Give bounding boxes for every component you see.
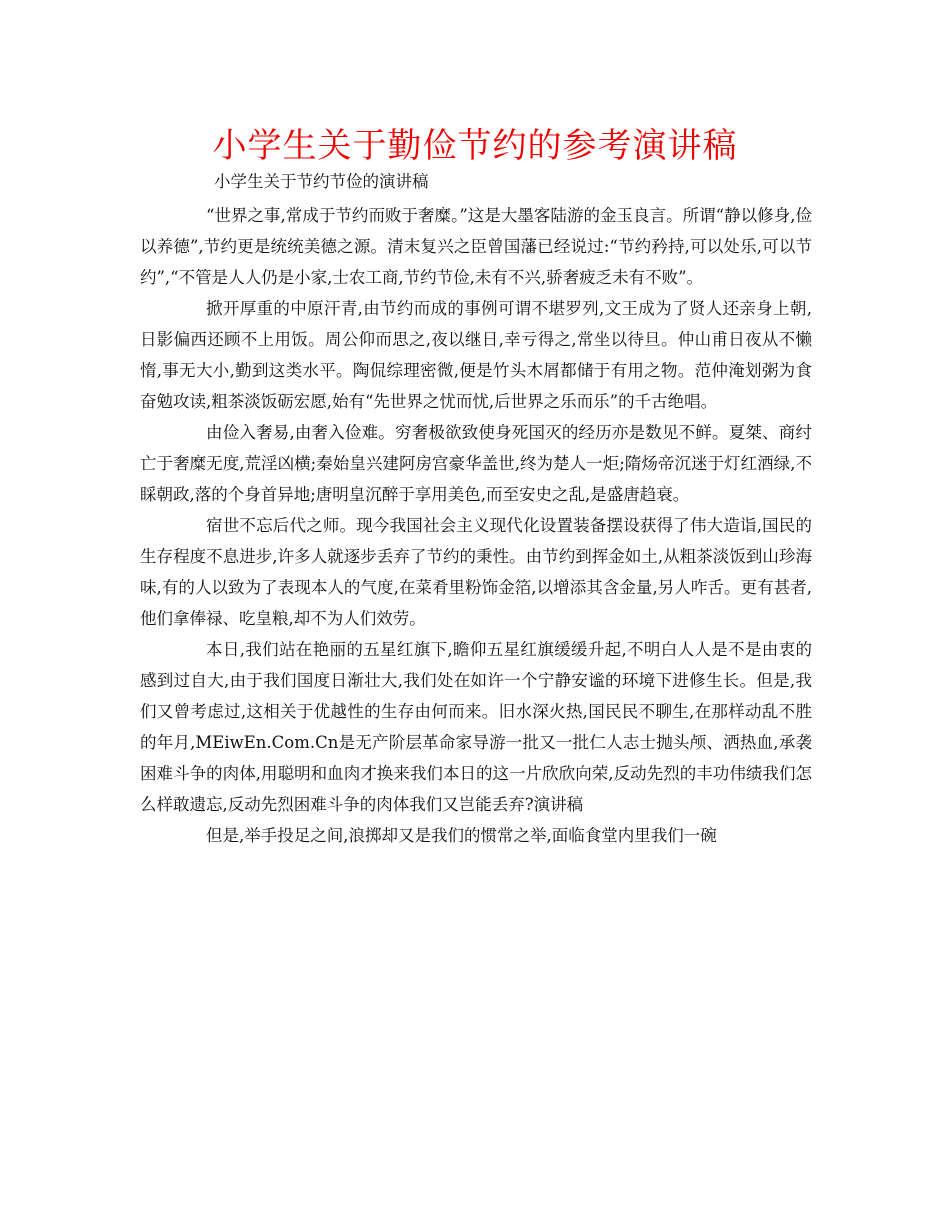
paragraph-3: 由俭入奢易,由奢入俭难。穷奢极欲致使身死国灭的经历亦是数见不鲜。夏桀、商纣亡于奢糜无度,荒淫凶横;秦始皇兴建阿房宫豪华盖世,终为楚人一炬;隋炀帝沉迷于灯红酒绿,不睬朝政,落的个身首异地;唐明皇沉醉于享用美色,而至安史之乱,是盛唐趋衰。 [140,423,812,504]
document-body [140,200,812,851]
paragraph-2: 掀开厚重的中原汗青,由节约而成的事例可谓不堪罗列,文王成为了贤人还亲身上朝,日影偏西还顾不上用饭。周公仰而思之,夜以继日,幸亏得之,常坐以待旦。仲山甫日夜从不懒惰,事无大小,勤到这类水平。陶侃综理密微,便是竹头木屑都储于有用之物。范仲淹划粥为食奋勉攻读,粗茶淡饭砺宏愿,始有“先世界之忧而忧,后世界之乐而乐”的千古绝唱。 [140,299,812,411]
document-subtitle: 小学生关于节约节俭的演讲稿 [214,172,429,191]
paragraph-6: 但是,举手投足之间,浪掷却又是我们的惯常之举,面临食堂内里我们一碗 [206,826,717,845]
paragraph-4: 宿世不忘后代之师。现今我国社会主义现代化设置装备摆设获得了伟大造诣,国民的生存程度不息进步,许多人就逐步丢弃了节约的秉性。由节约到挥金如土,从粗茶淡饭到山珍海味,有的人以致为了表现本人的气度,在菜肴里粉饰金箔,以增添其含金量,另人咋舌。更有甚者,他们拿俸禄、吃皇粮,却不为人们效劳。 [140,516,812,628]
paragraph-5: 本日,我们站在艳丽的五星红旗下,瞻仰五星红旗缓缓升起,不明白人人是不是由衷的感到过自大,由于我们国度日渐壮大,我们处在如许一个宁静安谧的环境下进修生长。但是,我们又曾考虑过,这相关于优越性的生存由何而来。旧水深火热,国民民不聊生,在那样动乱不胜的年月,MEiwEn.Com.Cn是无产阶层革命家导游一批又一批仁人志士抛头颅、洒热血,承袭困难斗争的肉体,用聪明和血肉才换来我们本日的这一片欣欣向荣,反动先烈的丰功伟绩我们怎么样敢遗忘,反动先烈困难斗争的肉体我们又岂能丢弃?演讲稿 [140,640,812,814]
document-title: 小学生关于勤俭节约的参考演讲稿 [212,126,738,166]
paragraph-1: “世界之事,常成于节约而败于奢糜。”这是大墨客陆游的金玉良言。所谓“静以修身,俭以养德”,节约更是统统美德之源。清末复兴之臣曾国藩已经说过:“节约矜持,可以处乐,可以节约”,“不管是人人仍是小家,士农工商,节约节俭,未有不兴,骄奢疲乏未有不败”。 [140,206,812,287]
